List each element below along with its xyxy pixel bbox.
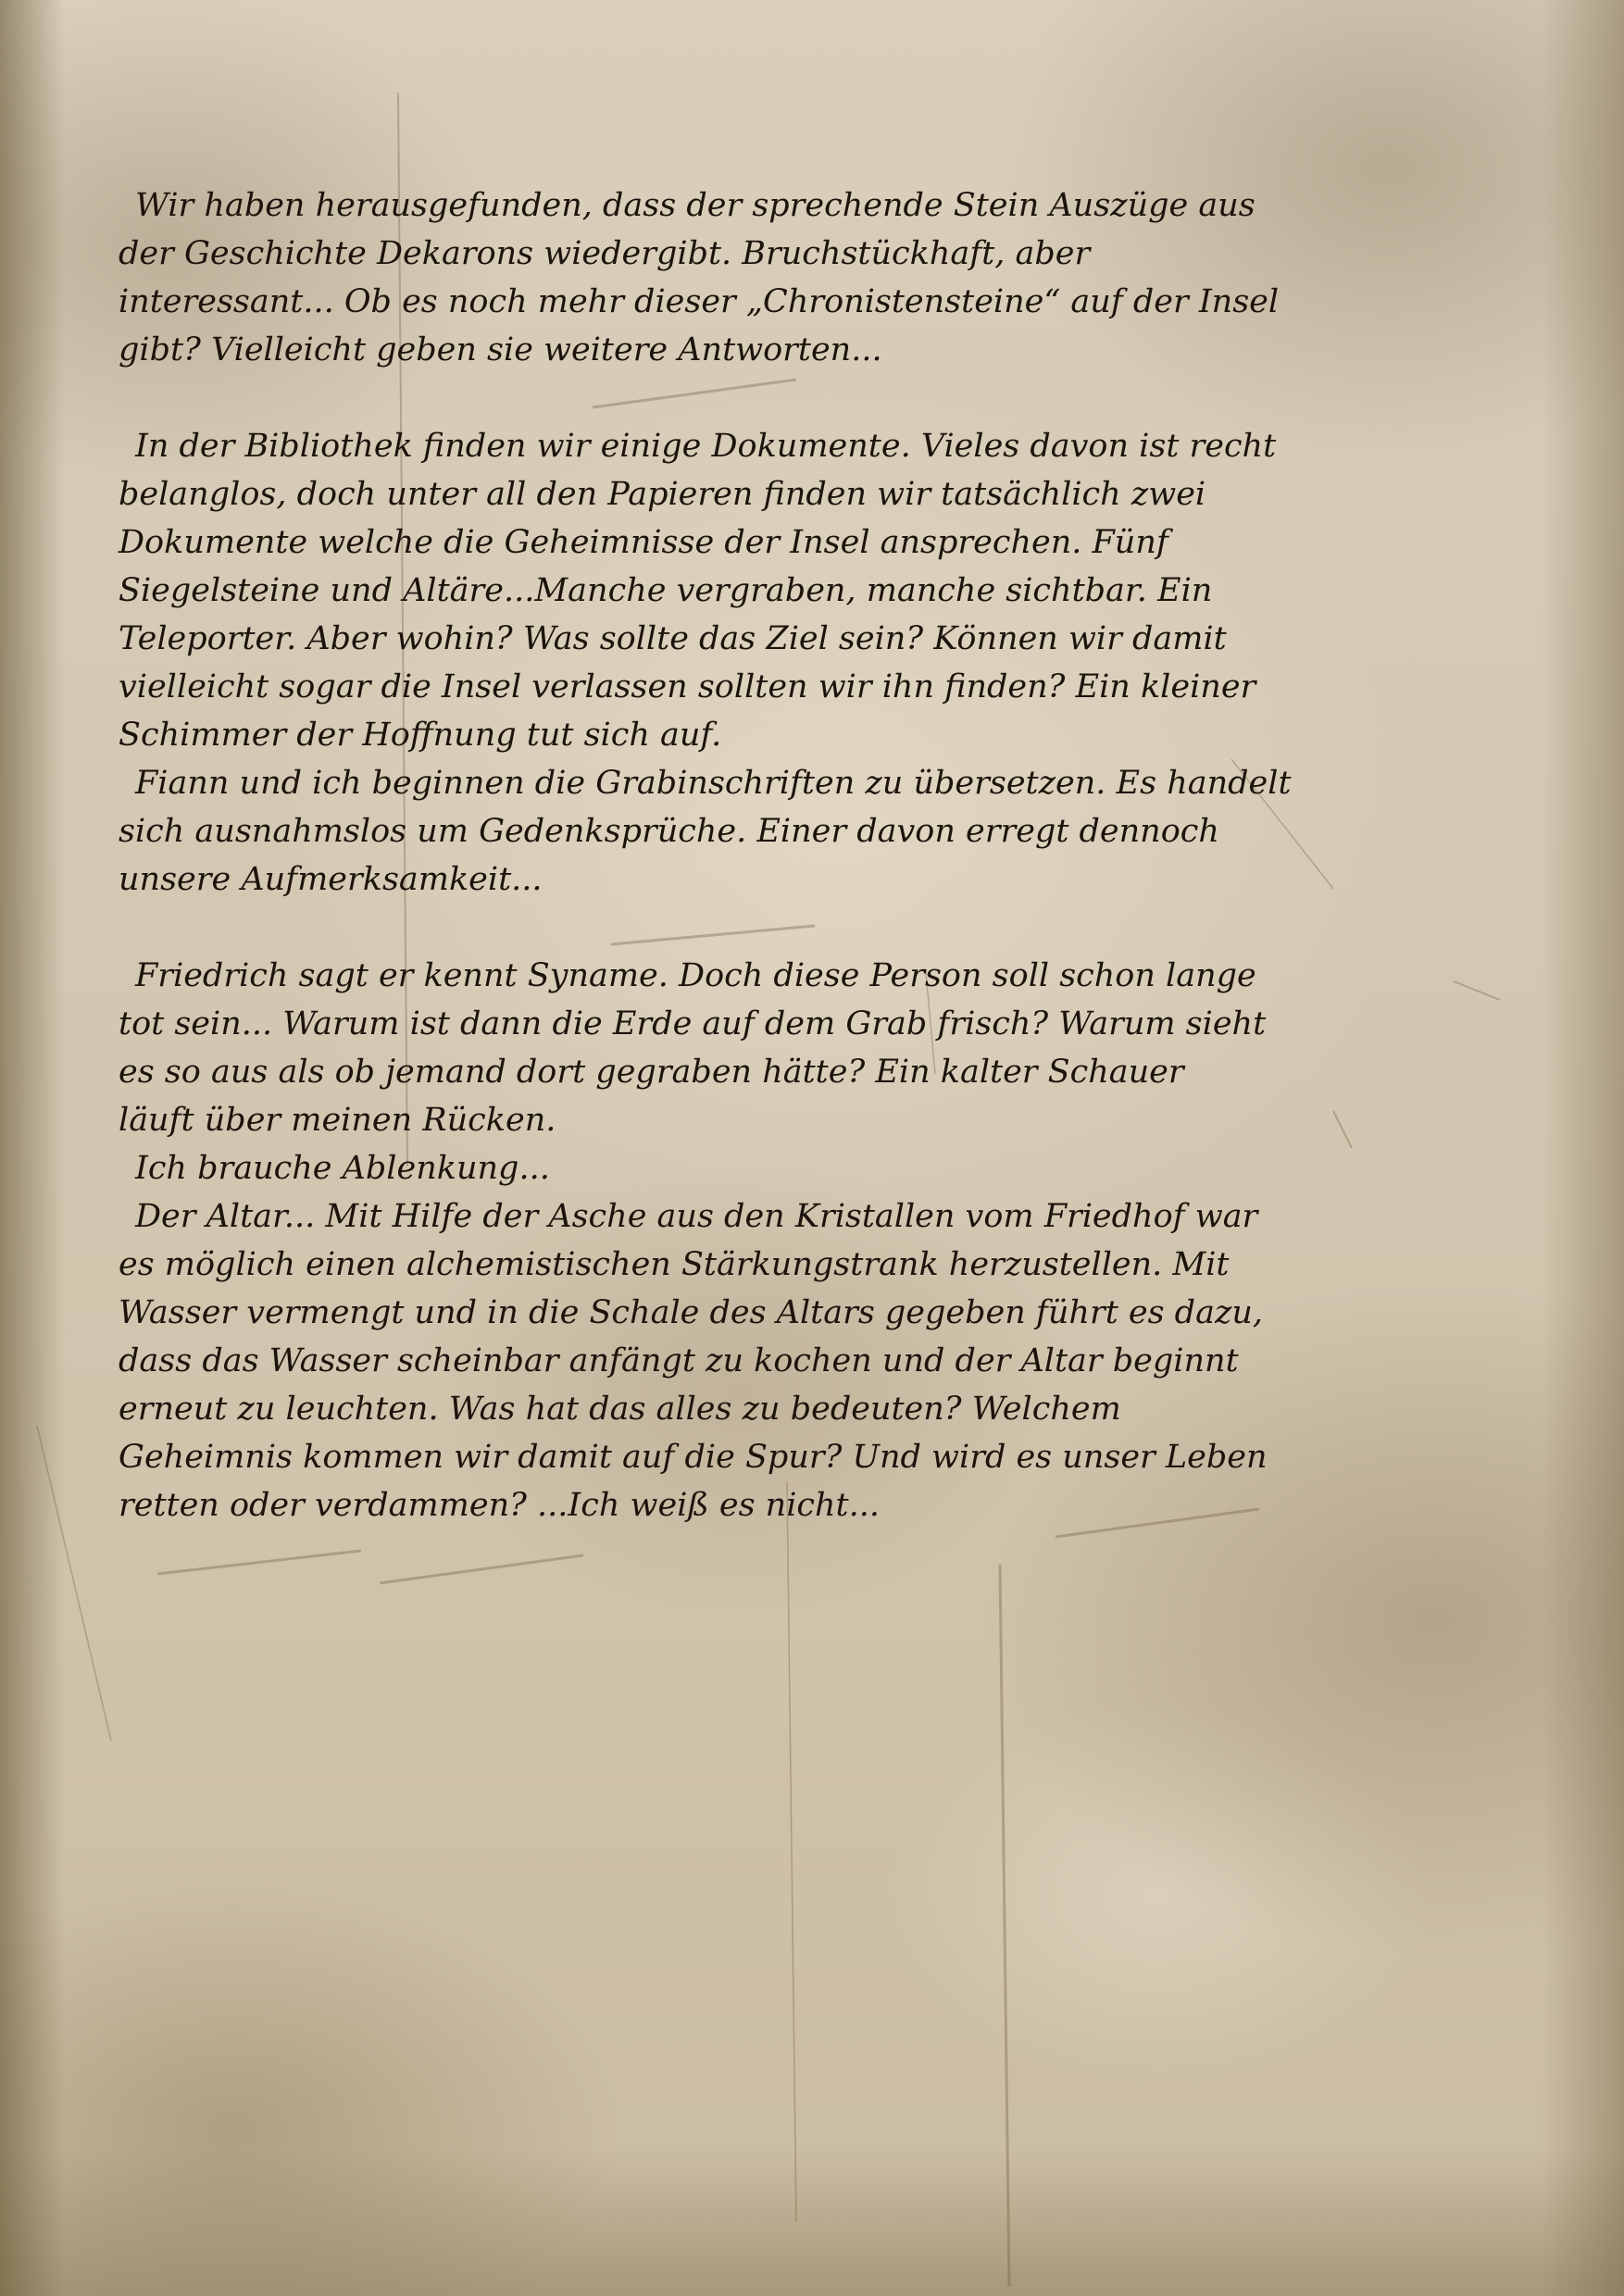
journal-paragraph: Wir haben herausgefunden, dass der sprechende Stein Auszüge aus der Geschichte Dekarons wiedergibt. Bruchstückhaft, aber interessant... Ob es noch mehr dieser „Chronistensteine“ auf der Insel gibt? Vielleicht geben sie weitere Antworten... [119,187,1280,368]
paragraph-spacer [119,904,1341,952]
journal-paragraph: In der Bibliothek finden wir einige Dokumente. Vieles davon ist recht belanglos, doch unter all den Papieren finden wir tatsächlich zwei Dokumente welche die Geheimnisse der Insel ansprechen. Fünf Siegelsteine und Altäre...Manche vergraben, manche sichtbar. Ein Teleporter. Aber wohin? Was sollte das Ziel sein? Können wir damit vielleicht sogar die Insel verlassen sollten wir ihn finden? Ein kleiner Schimmer der Hoffnung tut sich auf. [119,428,1277,754]
journal-paragraph: Ich brauche Ablenkung... [135,1150,550,1187]
journal-paragraph: Der Altar... Mit Hilfe der Asche aus den Kristallen vom Friedhof war es möglich einen alchemistischen Stärkungstrank herzustellen. Mit Wasser vermengt und in die Schale des Altars gegeben führt es dazu, dass das Wasser scheinbar anfängt zu kochen und der Altar beginnt erneut zu leuchten. Was hat das alles zu bedeuten? Welchem Geheimnis kommen wir damit auf die Spur? Und wird es unser Leben retten oder verdammen? ...Ich weiß es nicht... [119,1198,1268,1524]
journal-paragraph: Fiann und ich beginnen die Grabinschriften zu übersetzen. Es handelt sich ausnahmslos um Gedenksprüche. Einer davon erregt dennoch unsere Aufmerksamkeit... [119,765,1292,898]
paragraph-spacer [119,374,1341,422]
journal-text [119,181,1341,1529]
journal-paragraph: Friedrich sagt er kennt Syname. Doch diese Person soll schon lange tot sein... Warum ist dann die Erde auf dem Grab frisch? Warum sieht es so aus als ob jemand dort gegraben hätte? Ein kalter Schauer läuft über meinen Rücken. [119,957,1267,1139]
